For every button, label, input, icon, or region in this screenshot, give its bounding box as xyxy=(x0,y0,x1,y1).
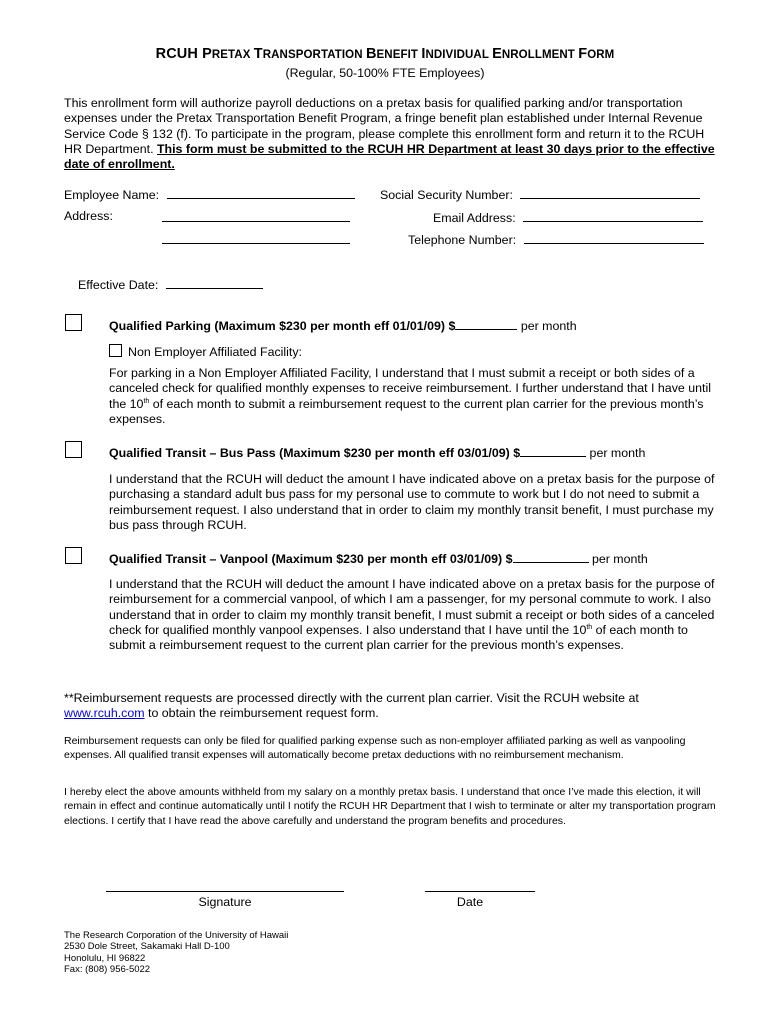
address-line-1-field[interactable] xyxy=(162,209,350,222)
reimbursement-note-text-end: to obtain the reimbursement request form. xyxy=(144,706,379,721)
ssn-field[interactable] xyxy=(520,186,700,199)
form-subtitle: (Regular, 50-100% FTE Employees) xyxy=(285,66,485,80)
parking-description xyxy=(109,366,719,427)
reimbursement-note xyxy=(64,691,704,722)
vanpool-amount-field[interactable] xyxy=(513,551,589,563)
employee-name-label: Employee Name: xyxy=(64,188,160,202)
title-part: BENEFIT xyxy=(365,46,422,62)
reimbursement-eligibility-paragraph: Reimbursement requests can only be filed for qualified parking expense such as non-employer affiliated parking as well as vanpooling expenses. All qualified transit expenses will automatically become pretax deductions with no reimbursement mechanism. xyxy=(64,735,686,762)
parking-option-title xyxy=(109,318,577,333)
date-label: Date xyxy=(456,895,484,909)
email-row xyxy=(433,209,703,225)
telephone-label: Telephone Number: xyxy=(408,233,517,247)
email-field[interactable] xyxy=(523,209,703,222)
vanpool-checkbox[interactable] xyxy=(65,547,82,564)
non-employer-facility-row xyxy=(109,344,302,359)
intro-paragraph xyxy=(64,96,724,172)
signature-line[interactable] xyxy=(106,891,344,892)
signature-label: Signature xyxy=(198,895,252,909)
ssn-row xyxy=(380,186,700,202)
vanpool-description xyxy=(109,577,719,653)
ordinal-suffix: th xyxy=(586,623,593,631)
reimbursement-note-text: **Reimbursement requests are processed directly with the current plan carrier. Visit the RCUH website at xyxy=(64,691,639,705)
title-part: FORM xyxy=(578,46,615,62)
rcuh-website-link[interactable]: www.rcuh.com xyxy=(64,706,145,721)
date-line[interactable] xyxy=(425,891,535,892)
title-part: PRETAX xyxy=(202,46,254,62)
bus-pass-description: I understand that the RCUH will deduct the amount I have indicated above on a pretax basis for the purpose of purchasing a standard adult bus pass for my personal use to commute to work but I do not need to submit a reimbursement request. I also understand that in order to claim my monthly transit benefit, I must purchase my bus pass through RCUH. xyxy=(109,472,715,532)
footer-line: 2530 Dole Street, Sakamaki Hall D-100 xyxy=(64,941,230,953)
employee-name-field[interactable] xyxy=(167,186,355,199)
telephone-field[interactable] xyxy=(524,231,704,244)
parking-description-text: For parking in a Non Employer Affiliated Facility, I understand that I must submit a receipt or both sides of a canceled check for qualified monthly expenses to receive reimbursement. I further understand that I have until the 10 xyxy=(109,366,711,411)
vanpool-description-text-end: of each month to submit a reimbursement request to the current plan carrier for the previous month’s expenses. xyxy=(109,622,688,653)
parking-checkbox[interactable] xyxy=(65,314,82,331)
email-label: Email Address: xyxy=(433,211,516,225)
parking-amount-field[interactable] xyxy=(455,318,517,330)
footer-line: The Research Corporation of the University of Hawaii xyxy=(64,930,289,941)
vanpool-title-text: Qualified Transit – Vanpool (Maximum $230 per month eff 03/01/09) $ xyxy=(109,552,513,566)
parking-description-text-end: of each month to submit a reimbursement request to the current plan carrier for the previous month’s expenses. xyxy=(109,396,704,426)
effective-date-row xyxy=(78,276,263,292)
title-part: INDIVIDUAL xyxy=(421,46,493,62)
parking-per-month: per month xyxy=(517,319,577,333)
non-employer-facility-label: Non Employer Affiliated Facility: xyxy=(128,345,303,359)
effective-date-field[interactable] xyxy=(166,276,263,289)
title-part: ENROLLMENT xyxy=(492,46,579,62)
organization-address-footer xyxy=(64,930,288,976)
bus-pass-title-text: Qualified Transit – Bus Pass (Maximum $230 per month eff 03/01/09) $ xyxy=(109,446,521,460)
intro-text: This enrollment form will authorize payroll deductions on a pretax basis for qualified parking and/or transportation expenses under the Pretax Transportation Benefit Program, a fringe benefit plan established under Internal Revenue Service Code § 132 (f). To participate in the program, please complete this enrollment form and return it to the RCUH HR Department. xyxy=(64,96,705,156)
address-label: Address: xyxy=(64,209,113,223)
footer-line: Honolulu, HI 96822 xyxy=(64,952,146,964)
submission-deadline-note: This form must be submitted to the RCUH HR Department at least 30 days prior to the effective date of enrollment. xyxy=(64,141,715,172)
ssn-label: Social Security Number: xyxy=(380,188,513,202)
vanpool-per-month: per month xyxy=(588,552,648,566)
telephone-row xyxy=(408,231,704,247)
election-certification-paragraph: I hereby elect the above amounts withheld from my salary on a monthly pretax basis. I understand that once I’ve made this election, it will remain in effect and continue automatically until I notify the RCUH HR Department that I wish to terminate or alter my transportation program elections. I certify that I have read the above carefully and understand the program benefits and procedures. xyxy=(64,786,716,827)
vanpool-option-title xyxy=(109,551,648,566)
bus-pass-per-month: per month xyxy=(586,446,646,460)
address-line-2-field[interactable] xyxy=(162,231,350,244)
title-part: RCUH xyxy=(155,46,203,62)
title-part: TRANSPORTATION xyxy=(253,46,366,62)
parking-title-text: Qualified Parking (Maximum $230 per month eff 01/01/09) $ xyxy=(109,319,456,333)
ordinal-suffix: th xyxy=(143,397,150,405)
footer-line: Fax: (808) 956-5022 xyxy=(64,964,151,976)
bus-pass-amount-field[interactable] xyxy=(520,445,586,457)
bus-pass-checkbox[interactable] xyxy=(65,441,82,458)
effective-date-label: Effective Date: xyxy=(78,278,159,292)
non-employer-facility-checkbox[interactable] xyxy=(109,344,122,357)
vanpool-description-text: I understand that the RCUH will deduct the amount I have indicated above on a pretax basis for the purpose of reimbursement for a commercial vanpool, of which I am a passenger, for my personal commute to work. I also understand that in order to claim my monthly transit benefit, I must submit a receipt or both sides of a canceled check for qualified monthly vanpool expenses. I also understand that I have until the 10 xyxy=(109,577,715,637)
form-title xyxy=(0,46,770,62)
bus-pass-option-title xyxy=(109,445,645,460)
employee-name-row xyxy=(64,186,355,202)
